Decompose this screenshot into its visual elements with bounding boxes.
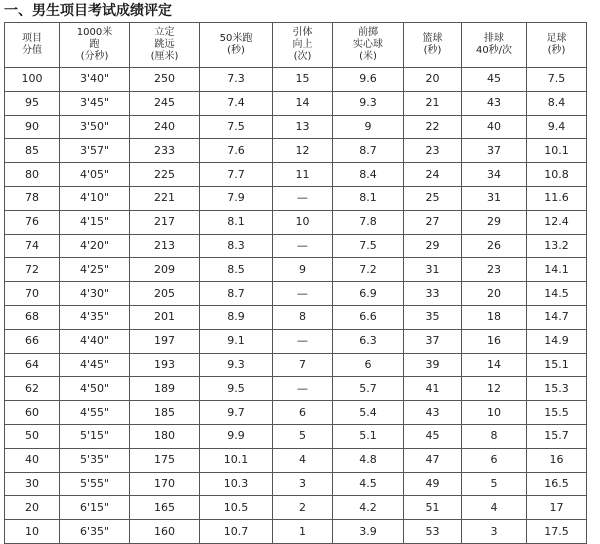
cell-volleyball: 12 <box>462 377 527 401</box>
table-row <box>5 258 587 282</box>
cell-volleyball: 29 <box>462 210 527 234</box>
cell-1000m-run: 5'15" <box>60 424 130 448</box>
cell-1000m-run: 5'35" <box>60 448 130 472</box>
header-line: (分秒) <box>80 51 109 62</box>
cell-score: 90 <box>5 115 60 139</box>
cell-pull-up: — <box>273 186 333 210</box>
cell-50m-run: 10.7 <box>200 520 273 544</box>
cell-volleyball: 18 <box>462 305 527 329</box>
cell-50m-run: 7.7 <box>200 163 273 187</box>
cell-50m-run: 7.3 <box>200 68 273 92</box>
cell-pull-up: — <box>273 282 333 306</box>
cell-pull-up: 14 <box>273 91 333 115</box>
cell-score: 72 <box>5 258 60 282</box>
cell-standing-long-jump: 233 <box>130 139 200 163</box>
cell-volleyball: 16 <box>462 329 527 353</box>
table-row <box>5 305 587 329</box>
cell-basketball: 22 <box>404 115 462 139</box>
cell-volleyball: 34 <box>462 163 527 187</box>
cell-standing-long-jump: 221 <box>130 186 200 210</box>
table-row <box>5 472 587 496</box>
cell-volleyball: 26 <box>462 234 527 258</box>
cell-football: 16.5 <box>527 472 587 496</box>
cell-basketball: 21 <box>404 91 462 115</box>
cell-pull-up: 8 <box>273 305 333 329</box>
table-row <box>5 353 587 377</box>
cell-shot-throw: 4.8 <box>333 448 404 472</box>
cell-standing-long-jump: 185 <box>130 401 200 425</box>
cell-score: 60 <box>5 401 60 425</box>
cell-score: 100 <box>5 68 60 92</box>
cell-basketball: 29 <box>404 234 462 258</box>
header-1000m-run <box>60 23 130 68</box>
table-row <box>5 115 587 139</box>
cell-50m-run: 10.1 <box>200 448 273 472</box>
cell-score: 20 <box>5 496 60 520</box>
cell-volleyball: 4 <box>462 496 527 520</box>
table-row <box>5 234 587 258</box>
cell-score: 50 <box>5 424 60 448</box>
cell-football: 17 <box>527 496 587 520</box>
cell-score: 80 <box>5 163 60 187</box>
cell-shot-throw: 4.2 <box>333 496 404 520</box>
header-line: (秒) <box>423 45 442 56</box>
cell-volleyball: 45 <box>462 68 527 92</box>
cell-1000m-run: 5'55" <box>60 472 130 496</box>
cell-pull-up: 4 <box>273 448 333 472</box>
cell-score: 76 <box>5 210 60 234</box>
cell-volleyball: 8 <box>462 424 527 448</box>
cell-50m-run: 8.9 <box>200 305 273 329</box>
header-line: 50米跑 <box>219 33 253 44</box>
cell-score: 10 <box>5 520 60 544</box>
cell-50m-run: 8.3 <box>200 234 273 258</box>
cell-basketball: 51 <box>404 496 462 520</box>
cell-basketball: 41 <box>404 377 462 401</box>
page-title: 一、男生项目考试成绩评定 <box>4 3 172 19</box>
cell-football: 13.2 <box>527 234 587 258</box>
table-row <box>5 329 587 353</box>
header-line: 向上 <box>292 39 313 50</box>
cell-standing-long-jump: 225 <box>130 163 200 187</box>
cell-football: 15.5 <box>527 401 587 425</box>
cell-shot-throw: 9.3 <box>333 91 404 115</box>
header-row <box>5 23 587 68</box>
header-line: 1000米 <box>76 27 113 38</box>
cell-1000m-run: 4'45" <box>60 353 130 377</box>
cell-1000m-run: 4'40" <box>60 329 130 353</box>
cell-score: 78 <box>5 186 60 210</box>
cell-shot-throw: 6.9 <box>333 282 404 306</box>
table-row <box>5 210 587 234</box>
cell-1000m-run: 6'35" <box>60 520 130 544</box>
cell-score: 30 <box>5 472 60 496</box>
cell-volleyball: 40 <box>462 115 527 139</box>
cell-basketball: 23 <box>404 139 462 163</box>
header-pull-up <box>273 23 333 68</box>
cell-50m-run: 10.3 <box>200 472 273 496</box>
cell-score: 62 <box>5 377 60 401</box>
cell-pull-up: 7 <box>273 353 333 377</box>
cell-pull-up: 12 <box>273 139 333 163</box>
cell-football: 9.4 <box>527 115 587 139</box>
table-row <box>5 520 587 544</box>
cell-standing-long-jump: 175 <box>130 448 200 472</box>
cell-shot-throw: 5.1 <box>333 424 404 448</box>
header-line: 跑 <box>89 39 100 50</box>
header-line: 引体 <box>292 27 313 38</box>
cell-50m-run: 9.3 <box>200 353 273 377</box>
cell-score: 95 <box>5 91 60 115</box>
table-row <box>5 496 587 520</box>
cell-volleyball: 5 <box>462 472 527 496</box>
cell-basketball: 37 <box>404 329 462 353</box>
cell-1000m-run: 4'10" <box>60 186 130 210</box>
cell-football: 14.9 <box>527 329 587 353</box>
cell-score: 74 <box>5 234 60 258</box>
header-line: 排球 <box>484 33 504 44</box>
cell-50m-run: 9.9 <box>200 424 273 448</box>
table-row <box>5 139 587 163</box>
cell-volleyball: 14 <box>462 353 527 377</box>
cell-shot-throw: 7.8 <box>333 210 404 234</box>
cell-1000m-run: 4'25" <box>60 258 130 282</box>
cell-pull-up: 13 <box>273 115 333 139</box>
cell-volleyball: 6 <box>462 448 527 472</box>
cell-standing-long-jump: 250 <box>130 68 200 92</box>
cell-football: 12.4 <box>527 210 587 234</box>
header-line: 立定 <box>154 27 175 38</box>
cell-score: 85 <box>5 139 60 163</box>
header-shot-throw <box>333 23 404 68</box>
cell-football: 8.4 <box>527 91 587 115</box>
cell-football: 11.6 <box>527 186 587 210</box>
table-row <box>5 377 587 401</box>
cell-basketball: 45 <box>404 424 462 448</box>
cell-50m-run: 10.5 <box>200 496 273 520</box>
cell-volleyball: 43 <box>462 91 527 115</box>
cell-score: 68 <box>5 305 60 329</box>
cell-basketball: 35 <box>404 305 462 329</box>
cell-basketball: 20 <box>404 68 462 92</box>
cell-shot-throw: 6 <box>333 353 404 377</box>
cell-basketball: 53 <box>404 520 462 544</box>
cell-50m-run: 7.9 <box>200 186 273 210</box>
cell-1000m-run: 4'15" <box>60 210 130 234</box>
cell-1000m-run: 4'20" <box>60 234 130 258</box>
header-50m-run <box>200 23 273 68</box>
cell-shot-throw: 4.5 <box>333 472 404 496</box>
header-line: 篮球 <box>422 33 443 44</box>
cell-football: 16 <box>527 448 587 472</box>
cell-football: 15.7 <box>527 424 587 448</box>
header-line: 项目 <box>22 33 42 44</box>
cell-score: 70 <box>5 282 60 306</box>
header-line: (米) <box>359 51 377 62</box>
cell-shot-throw: 3.9 <box>333 520 404 544</box>
cell-pull-up: — <box>273 329 333 353</box>
header-line: 分值 <box>22 45 42 56</box>
cell-standing-long-jump: 205 <box>130 282 200 306</box>
header-line: (次) <box>293 51 312 62</box>
cell-standing-long-jump: 193 <box>130 353 200 377</box>
cell-1000m-run: 3'45" <box>60 91 130 115</box>
cell-standing-long-jump: 213 <box>130 234 200 258</box>
cell-standing-long-jump: 201 <box>130 305 200 329</box>
cell-pull-up: 1 <box>273 520 333 544</box>
table-row <box>5 186 587 210</box>
cell-basketball: 33 <box>404 282 462 306</box>
cell-standing-long-jump: 217 <box>130 210 200 234</box>
cell-volleyball: 20 <box>462 282 527 306</box>
cell-shot-throw: 6.3 <box>333 329 404 353</box>
cell-1000m-run: 3'57" <box>60 139 130 163</box>
cell-1000m-run: 4'30" <box>60 282 130 306</box>
cell-50m-run: 8.5 <box>200 258 273 282</box>
cell-standing-long-jump: 189 <box>130 377 200 401</box>
cell-pull-up: — <box>273 234 333 258</box>
cell-1000m-run: 4'35" <box>60 305 130 329</box>
cell-shot-throw: 8.1 <box>333 186 404 210</box>
cell-score: 40 <box>5 448 60 472</box>
header-line: 40秒/次 <box>475 45 513 56</box>
header-standing-long-jump <box>130 23 200 68</box>
cell-standing-long-jump: 245 <box>130 91 200 115</box>
cell-standing-long-jump: 240 <box>130 115 200 139</box>
cell-football: 17.5 <box>527 520 587 544</box>
cell-pull-up: — <box>273 377 333 401</box>
cell-score: 66 <box>5 329 60 353</box>
table-row <box>5 401 587 425</box>
header-line: (厘米) <box>150 51 179 62</box>
cell-standing-long-jump: 160 <box>130 520 200 544</box>
table-row <box>5 68 587 92</box>
cell-pull-up: 5 <box>273 424 333 448</box>
cell-50m-run: 8.7 <box>200 282 273 306</box>
cell-pull-up: 6 <box>273 401 333 425</box>
cell-standing-long-jump: 209 <box>130 258 200 282</box>
cell-50m-run: 9.5 <box>200 377 273 401</box>
cell-pull-up: 2 <box>273 496 333 520</box>
cell-1000m-run: 4'55" <box>60 401 130 425</box>
header-line: 足球 <box>546 33 567 44</box>
cell-shot-throw: 7.2 <box>333 258 404 282</box>
cell-basketball: 47 <box>404 448 462 472</box>
cell-basketball: 31 <box>404 258 462 282</box>
cell-50m-run: 9.1 <box>200 329 273 353</box>
header-line: 前掷 <box>358 27 378 38</box>
header-football <box>527 23 587 68</box>
cell-football: 15.1 <box>527 353 587 377</box>
cell-basketball: 43 <box>404 401 462 425</box>
cell-shot-throw: 5.4 <box>333 401 404 425</box>
cell-pull-up: 11 <box>273 163 333 187</box>
cell-1000m-run: 4'05" <box>60 163 130 187</box>
cell-volleyball: 31 <box>462 186 527 210</box>
cell-shot-throw: 9.6 <box>333 68 404 92</box>
header-line: 实心球 <box>353 39 383 50</box>
cell-volleyball: 23 <box>462 258 527 282</box>
cell-football: 7.5 <box>527 68 587 92</box>
header-line: 跳远 <box>154 39 175 50</box>
cell-50m-run: 9.7 <box>200 401 273 425</box>
cell-basketball: 27 <box>404 210 462 234</box>
cell-football: 14.5 <box>527 282 587 306</box>
cell-football: 14.1 <box>527 258 587 282</box>
cell-50m-run: 7.4 <box>200 91 273 115</box>
cell-shot-throw: 9 <box>333 115 404 139</box>
cell-standing-long-jump: 165 <box>130 496 200 520</box>
cell-pull-up: 10 <box>273 210 333 234</box>
cell-basketball: 39 <box>404 353 462 377</box>
cell-volleyball: 37 <box>462 139 527 163</box>
cell-shot-throw: 6.6 <box>333 305 404 329</box>
header-score <box>5 23 60 68</box>
cell-standing-long-jump: 197 <box>130 329 200 353</box>
cell-score: 64 <box>5 353 60 377</box>
table-row <box>5 91 587 115</box>
table-row <box>5 448 587 472</box>
cell-standing-long-jump: 180 <box>130 424 200 448</box>
cell-1000m-run: 4'50" <box>60 377 130 401</box>
cell-pull-up: 15 <box>273 68 333 92</box>
cell-shot-throw: 5.7 <box>333 377 404 401</box>
cell-basketball: 25 <box>404 186 462 210</box>
header-basketball <box>404 23 462 68</box>
cell-50m-run: 8.1 <box>200 210 273 234</box>
cell-football: 10.8 <box>527 163 587 187</box>
table-row <box>5 282 587 306</box>
header-line: (秒) <box>547 45 566 56</box>
cell-1000m-run: 3'40" <box>60 68 130 92</box>
header-line: (秒) <box>227 45 245 56</box>
cell-football: 10.1 <box>527 139 587 163</box>
cell-football: 14.7 <box>527 305 587 329</box>
cell-pull-up: 3 <box>273 472 333 496</box>
table-body <box>5 68 587 544</box>
cell-shot-throw: 8.7 <box>333 139 404 163</box>
cell-shot-throw: 8.4 <box>333 163 404 187</box>
cell-50m-run: 7.6 <box>200 139 273 163</box>
cell-pull-up: 9 <box>273 258 333 282</box>
cell-volleyball: 3 <box>462 520 527 544</box>
cell-50m-run: 7.5 <box>200 115 273 139</box>
cell-1000m-run: 3'50" <box>60 115 130 139</box>
cell-basketball: 24 <box>404 163 462 187</box>
cell-basketball: 49 <box>404 472 462 496</box>
table-row <box>5 424 587 448</box>
score-table <box>4 22 587 544</box>
header-volleyball <box>462 23 527 68</box>
table-row <box>5 163 587 187</box>
cell-shot-throw: 7.5 <box>333 234 404 258</box>
cell-volleyball: 10 <box>462 401 527 425</box>
cell-standing-long-jump: 170 <box>130 472 200 496</box>
cell-football: 15.3 <box>527 377 587 401</box>
cell-1000m-run: 6'15" <box>60 496 130 520</box>
